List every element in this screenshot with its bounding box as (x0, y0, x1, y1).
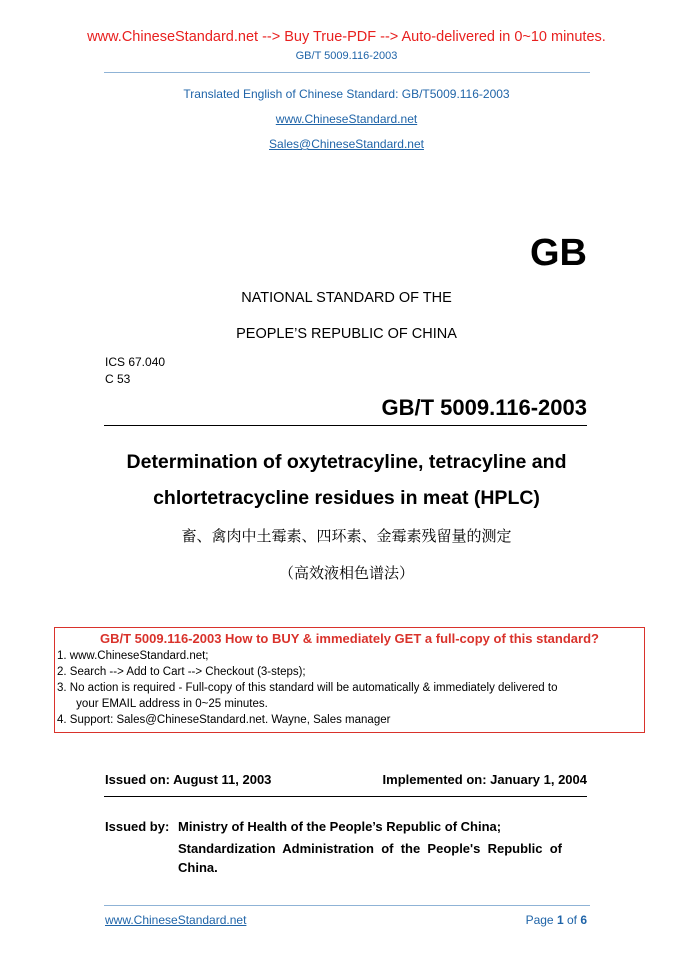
title-line-1: Determination of oxytetracyline, tetracyline and (126, 451, 567, 473)
page-indicator (526, 913, 587, 927)
issued-by-sac-continued: China. (178, 860, 218, 875)
buy-step-3: 3. No action is required - Full-copy of this standard will be automatically & immediately delivered to (57, 682, 558, 694)
buy-instructions-box (54, 627, 645, 733)
header-divider (104, 72, 590, 73)
title-chinese-1: 畜、禽肉中土霉素、四环素、金霉素残留量的测定 (181, 527, 512, 545)
header-standard-code: GB/T 5009.116-2003 (295, 50, 398, 62)
national-standard-line-2: PEOPLE’S REPUBLIC OF CHINA (236, 326, 457, 342)
ics-code: ICS 67.040 (105, 355, 166, 369)
page-total: 6 (580, 913, 587, 927)
standard-divider (104, 425, 587, 426)
standard-number: GB/T 5009.116-2003 (381, 395, 587, 420)
national-standard-line-1: NATIONAL STANDARD OF THE (241, 290, 452, 306)
buy-step-4: 4. Support: Sales@ChineseStandard.net. Wayne, Sales manager (57, 714, 391, 726)
top-banner: www.ChineseStandard.net --> Buy True-PDF --> Auto-delivered in 0~10 minutes. (87, 29, 606, 45)
translation-line: Translated English of Chinese Standard: GB/T5009.116-2003 (183, 87, 510, 101)
buy-step-2: 2. Search --> Add to Cart --> Checkout (3-steps); (57, 666, 306, 678)
title-chinese-2: （高效液相色谱法） (278, 564, 414, 582)
gb-logo: GB (530, 232, 587, 274)
page-of: of (563, 913, 581, 927)
page-current: 1 (556, 913, 564, 927)
buy-step-1: 1. www.ChineseStandard.net; (57, 650, 209, 662)
email-link[interactable]: Sales@ChineseStandard.net (269, 137, 424, 151)
website-link[interactable]: www.ChineseStandard.net (275, 112, 418, 126)
issued-on: Issued on: August 11, 2003 (105, 772, 272, 787)
issue-divider (104, 796, 587, 797)
buy-box-title: GB/T 5009.116-2003 How to BUY & immediately GET a full-copy of this standard? (100, 631, 599, 646)
footer-divider (104, 905, 590, 906)
page-prefix: Page (525, 913, 557, 927)
footer-website-link[interactable]: www.ChineseStandard.net (105, 913, 247, 927)
issued-by-sac: Standardization Administration of the People's Republic of (178, 841, 562, 856)
buy-step-3-continued: your EMAIL address in 0~25 minutes. (57, 698, 268, 710)
title-line-2: chlortetracycline residues in meat (HPLC) (153, 487, 540, 509)
issued-by-ministry: Ministry of Health of the People’s Republic of China; (178, 819, 502, 834)
issued-by-label: Issued by: (105, 819, 170, 834)
ccs-code: C 53 (105, 372, 131, 386)
implemented-on: Implemented on: January 1, 2004 (382, 772, 587, 787)
